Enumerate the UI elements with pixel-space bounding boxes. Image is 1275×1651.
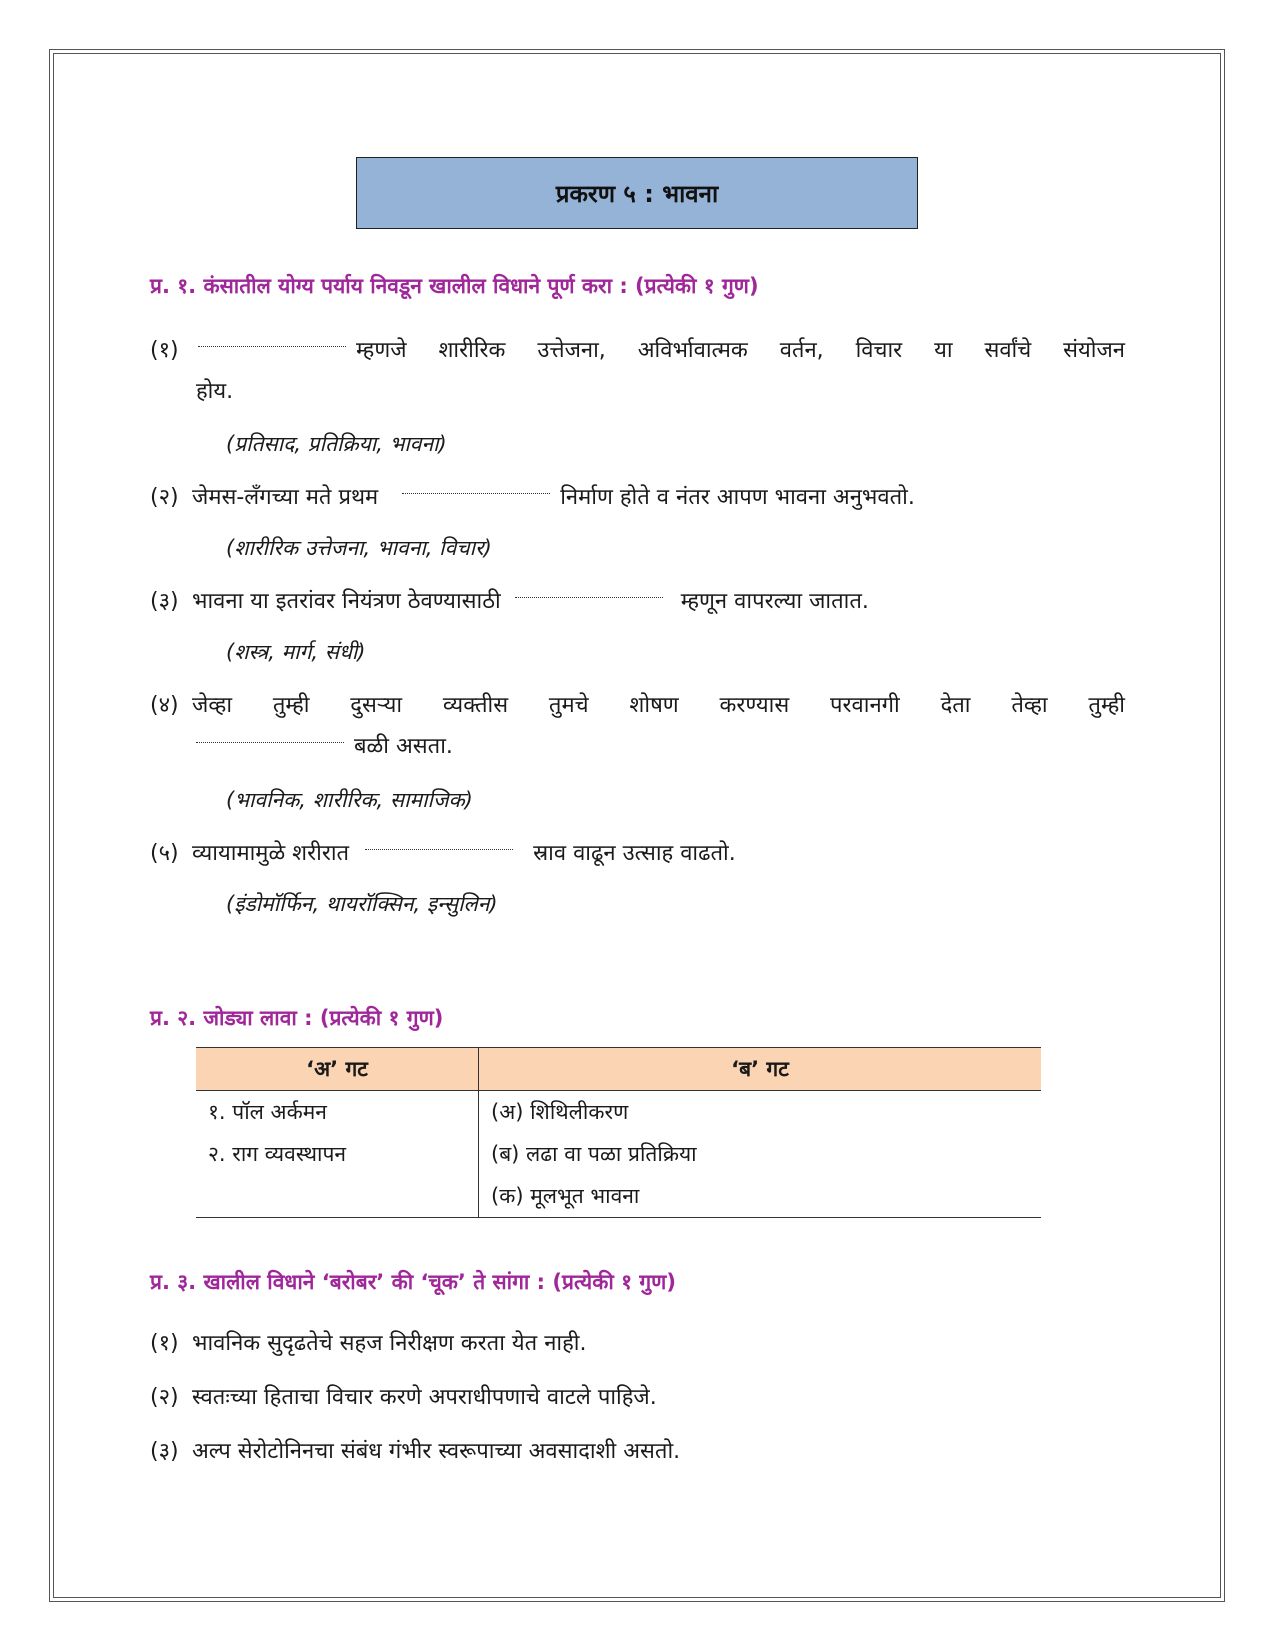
col-a-header: ‘अ’ गट xyxy=(196,1048,479,1091)
item-text: भावनिक सुदृढतेचे सहज निरीक्षण करता येत नाही. xyxy=(192,1331,587,1356)
chapter-title: प्रकरण ५ : भावना xyxy=(555,179,719,208)
col-b-cell: (ब) लढा वा पळा प्रतिक्रिया xyxy=(491,1142,697,1166)
q1-item-3-options: (शस्त्र, मार्ग, संधी) xyxy=(226,640,366,664)
item-text-continued: बळी असता. xyxy=(354,734,453,759)
table-row xyxy=(196,1091,1041,1134)
item-number: (३) xyxy=(150,1439,179,1464)
item-text: स्राव वाढून उत्साह वाढतो. xyxy=(533,841,736,866)
q3-heading: प्र. ३. खालील विधाने ‘बरोबर’ की ‘चूक’ ते सांगा : (प्रत्येकी १ गुण) xyxy=(150,1270,676,1294)
q1-item-4-options: (भावनिक, शारीरिक, सामाजिक) xyxy=(226,788,473,812)
chapter-title-box xyxy=(356,157,918,229)
item-text: म्हणून वापरल्या जातात. xyxy=(680,589,869,614)
item-number: (५) xyxy=(150,841,179,866)
q3-item-1 xyxy=(150,1323,1125,1364)
answer-blank xyxy=(198,340,346,347)
item-text: जेमस-लँगच्या मते प्रथम xyxy=(192,485,379,510)
q2-heading: प्र. २. जोड्या लावा : (प्रत्येकी १ गुण) xyxy=(150,1006,444,1030)
answer-blank xyxy=(402,487,550,494)
item-number: (४) xyxy=(150,693,179,718)
item-text-continued: होय. xyxy=(196,379,234,404)
q1-heading: प्र. १. कंसातील योग्य पर्याय निवडून खालील विधाने पूर्ण करा : (प्रत्येकी १ गुण) xyxy=(150,274,759,298)
q3-item-3 xyxy=(150,1431,1125,1472)
item-text: म्हणजे शारीरिक उत्तेजना, अविर्भावात्मक वर्तन, विचार या सर्वांचे संयोजन xyxy=(356,338,1125,363)
item-text: निर्माण होते व नंतर आपण भावना अनुभवतो. xyxy=(560,485,915,510)
q3-item-2 xyxy=(150,1377,1125,1418)
q1-item-3 xyxy=(150,581,1125,622)
col-a-cell: २. राग व्यवस्थापन xyxy=(196,1133,479,1175)
q1-item-5-options: (इंडोमॉर्फिन, थायरॉक्सिन, इन्सुलिन) xyxy=(226,892,498,916)
q1-item-4 xyxy=(150,685,1125,767)
q1-item-2-options: (शारीरिक उत्तेजना, भावना, विचार) xyxy=(226,536,492,560)
q1-item-1 xyxy=(150,330,1125,412)
table-row xyxy=(196,1175,1041,1218)
item-text: व्यायामामुळे शरीरात xyxy=(192,841,350,866)
item-number: (१) xyxy=(150,1331,179,1356)
col-a-cell: १. पॉल अर्कमन xyxy=(196,1091,479,1134)
item-number: (२) xyxy=(150,485,179,510)
q1-item-2 xyxy=(150,477,1125,518)
item-number: (१) xyxy=(150,338,179,363)
match-table xyxy=(196,1047,1041,1218)
col-b-cell: (क) मूलभूत भावना xyxy=(479,1175,1042,1218)
item-number: (२) xyxy=(150,1385,179,1410)
q1-item-1-options: (प्रतिसाद, प्रतिक्रिया, भावना) xyxy=(226,432,447,456)
item-text: भावना या इतरांवर नियंत्रण ठेवण्यासाठी xyxy=(192,589,501,614)
table-row xyxy=(196,1133,1041,1175)
table-header-row xyxy=(196,1048,1041,1091)
q1-item-5 xyxy=(150,833,1125,874)
col-b-cell: (अ) शिथिलीकरण xyxy=(491,1100,629,1124)
item-text: अल्प सेरोटोनिनचा संबंध गंभीर स्वरूपाच्या अवसादाशी असतो. xyxy=(192,1439,681,1464)
col-a-cell xyxy=(196,1175,479,1218)
item-text: स्वतःच्या हिताचा विचार करणे अपराधीपणाचे वाटले पाहिजे. xyxy=(192,1385,657,1410)
item-number: (३) xyxy=(150,589,179,614)
col-b-header: ‘ब’ गट xyxy=(479,1048,1042,1091)
item-text: जेव्हा तुम्ही दुसऱ्या व्यक्तीस तुमचे शोषण करण्यास परवानगी देता तेव्हा तुम्ही xyxy=(192,693,1125,718)
answer-blank xyxy=(365,843,513,850)
answer-blank xyxy=(515,591,663,598)
answer-blank xyxy=(196,736,344,743)
